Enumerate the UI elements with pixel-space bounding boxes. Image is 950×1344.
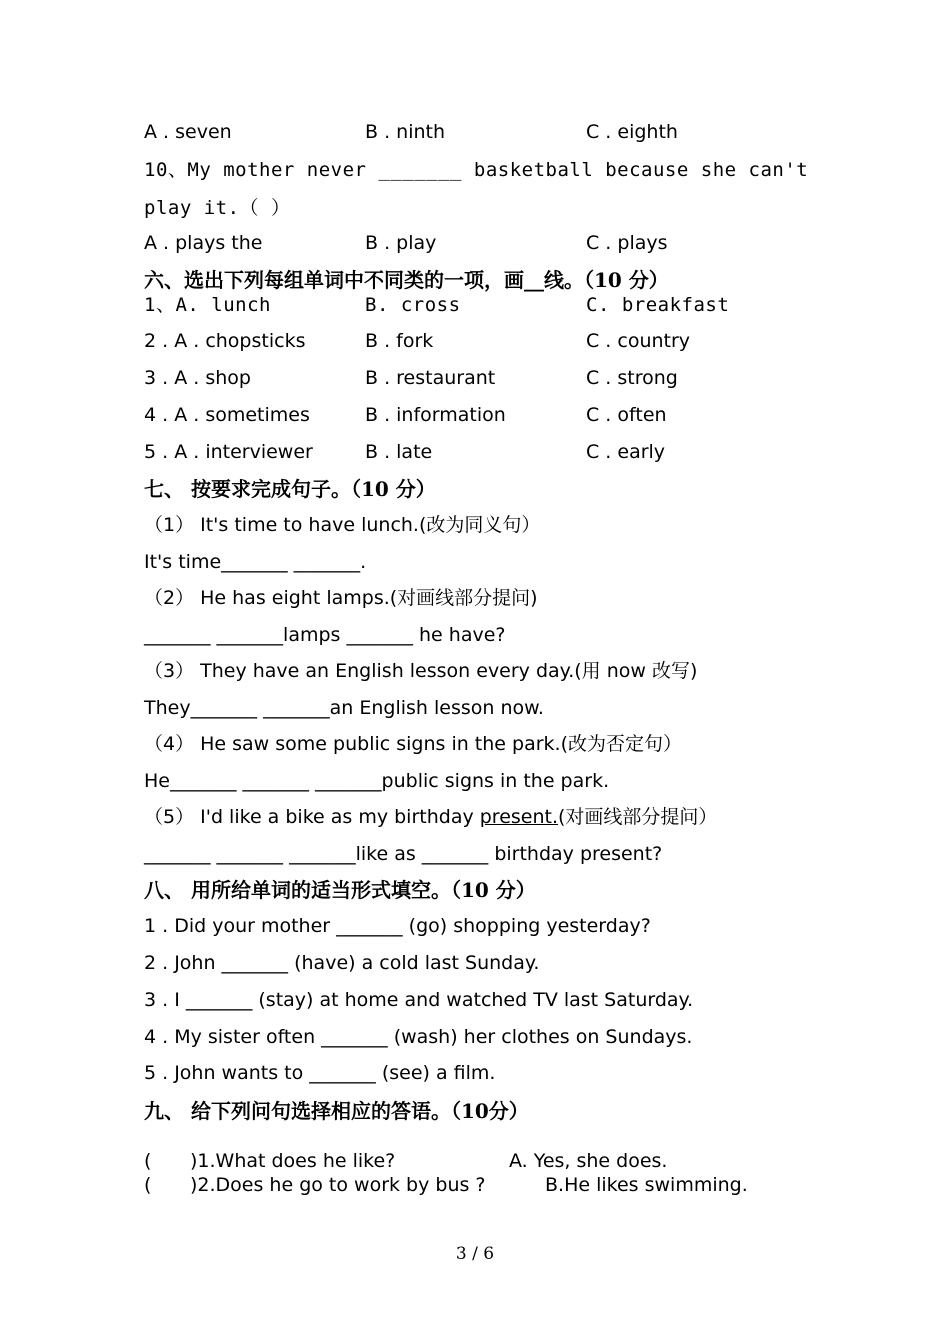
- q5-underlined-word: present.: [479, 806, 559, 828]
- option-a: 2 . A . chopsticks: [144, 330, 306, 352]
- q10-option-a: A . plays the: [144, 232, 263, 254]
- page-number: 3 / 6: [455, 1244, 495, 1264]
- option-b: B. cross: [365, 294, 461, 316]
- option-c: C . often: [586, 404, 667, 426]
- option-a: 3 . A . shop: [144, 367, 251, 389]
- q9-option-b: B . ninth: [365, 121, 446, 143]
- section7-question-3: （3） They have an English lesson every day.(用 now 改写): [144, 660, 698, 682]
- section6-title-blank: __: [524, 268, 544, 292]
- option-c: C . early: [586, 441, 666, 463]
- q10-option-b: B . play: [365, 232, 437, 254]
- section7-question-5: [144, 806, 717, 829]
- q10-option-c: C . plays: [586, 232, 668, 254]
- answer: A. Yes, she does.: [509, 1150, 668, 1172]
- option-c: C . strong: [586, 367, 678, 389]
- paren: (: [144, 1150, 152, 1172]
- paren: (: [144, 1174, 152, 1196]
- option-c: C . country: [586, 330, 691, 352]
- option-b: B . late: [365, 441, 433, 463]
- section8-item: 4 . My sister often _______ (wash) her clothes on Sundays.: [144, 1026, 693, 1048]
- section8-item: 1 . Did your mother _______ (go) shopping yesterday?: [144, 915, 651, 937]
- section8-item: 5 . John wants to _______ (see) a film.: [144, 1062, 496, 1084]
- answer: B.He likes swimming.: [545, 1174, 748, 1196]
- question: )2.Does he go to work by bus ?: [190, 1174, 486, 1196]
- q5-instruction: (对画线部分提问）: [558, 806, 718, 828]
- section7-question-4: （4） He saw some public signs in the park.(改为否定句）: [144, 733, 683, 755]
- section8-title: 八、 用所给单词的适当形式填空。（10 分）: [144, 878, 536, 902]
- option-b: B . information: [365, 404, 506, 426]
- q10-line2: play it.（ ）: [144, 197, 291, 219]
- section7-answer-3: They_______ _______an English lesson now.: [144, 697, 544, 719]
- section8-item: 2 . John _______ (have) a cold last Sunday.: [144, 952, 540, 974]
- q10-line1: 10、My mother never _______ basketball because she can't: [144, 159, 809, 181]
- q9-option-c: C . eighth: [586, 121, 678, 143]
- section7-answer-1: It's time_______ _______.: [144, 551, 367, 573]
- section8-item: 3 . I _______ (stay) at home and watched TV last Saturday.: [144, 989, 694, 1011]
- section6-title-pre: 六、选出下列每组单词中不同类的一项，画: [144, 268, 524, 292]
- q9-option-a: A . seven: [144, 121, 232, 143]
- option-a: 1、A. lunch: [144, 294, 271, 316]
- option-b: B . restaurant: [365, 367, 496, 389]
- section9-title: 九、 给下列问句选择相应的答语。（10分）: [144, 1099, 529, 1123]
- section7-title: 七、 按要求完成句子。（10 分）: [144, 477, 436, 501]
- option-a: 5 . A . interviewer: [144, 441, 313, 463]
- section7-question-2: （2） He has eight lamps.(对画线部分提问): [144, 587, 538, 609]
- question: )1.What does he like?: [190, 1150, 396, 1172]
- section7-answer-4: He_______ _______ _______public signs in the park.: [144, 770, 610, 792]
- option-c: C. breakfast: [586, 294, 730, 316]
- option-b: B . fork: [365, 330, 434, 352]
- section7-answer-2: _______ _______lamps _______ he have?: [144, 624, 506, 646]
- section6-title: [144, 268, 669, 292]
- section7-answer-5: _______ _______ _______like as _______ birthday present?: [144, 843, 663, 865]
- q5-text: （5） I'd like a bike as my birthday: [144, 806, 480, 828]
- option-a: 4 . A . sometimes: [144, 404, 310, 426]
- section7-question-1: （1） It's time to have lunch.(改为同义句）: [144, 514, 541, 536]
- section6-title-post: 线。（10 分）: [544, 268, 669, 292]
